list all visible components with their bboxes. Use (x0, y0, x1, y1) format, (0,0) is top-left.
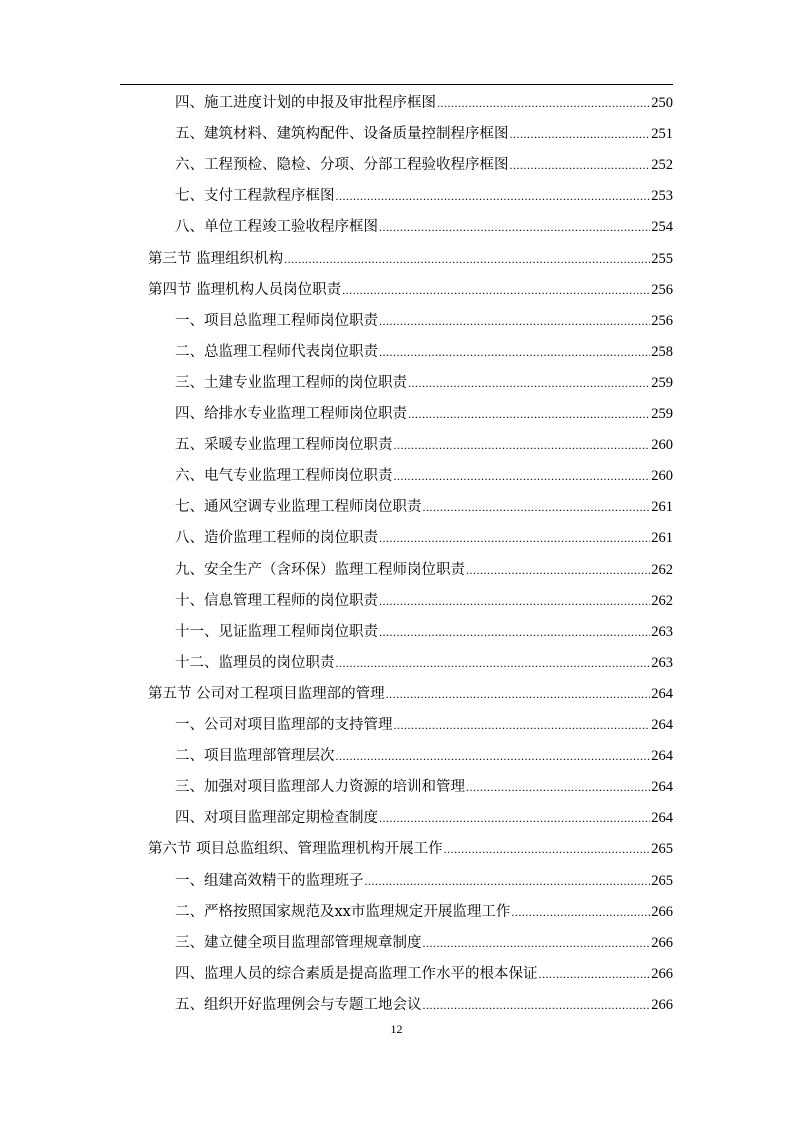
toc-dot-leader (408, 403, 650, 425)
toc-dot-leader (284, 248, 650, 270)
toc-entry-title: 第四节 监理机构人员岗位职责 (148, 281, 342, 298)
page-number: 12 (390, 1022, 403, 1036)
toc-subsection-entry[interactable] (175, 527, 673, 549)
toc-entry-title: 二、总监理工程师代表岗位职责 (175, 343, 378, 360)
toc-entry-page: 265 (651, 872, 673, 889)
toc-subsection-entry[interactable] (175, 590, 673, 612)
toc-entry-title: 五、采暖专业监理工程师岗位职责 (175, 437, 393, 454)
toc-subsection-entry[interactable] (175, 621, 673, 643)
toc-subsection-entry[interactable] (175, 807, 673, 829)
toc-dot-leader (379, 527, 650, 549)
toc-dot-leader (365, 870, 651, 892)
toc-entry-page: 265 (651, 841, 673, 858)
toc-subsection-entry[interactable] (175, 994, 673, 1016)
toc-subsection-entry[interactable] (175, 714, 673, 736)
toc-dot-leader (510, 154, 651, 176)
toc-entry-page: 264 (651, 779, 673, 796)
toc-entry-title: 五、组织开好监理例会与专题工地会议 (175, 996, 422, 1013)
toc-entry-page: 260 (651, 468, 673, 485)
toc-entry-title: 三、加强对项目监理部人力资源的培训和管理 (175, 779, 465, 796)
toc-entry-title: 第三节 监理组织机构 (148, 250, 284, 267)
toc-entry-page: 264 (651, 685, 673, 702)
toc-dot-leader (394, 465, 651, 487)
toc-entry-page: 259 (651, 374, 673, 391)
toc-entry-title: 八、单位工程竣工验收程序框图 (175, 219, 378, 236)
toc-entry-title: 六、工程预检、隐检、分项、分部工程验收程序框图 (175, 157, 509, 174)
toc-entry-page: 266 (651, 965, 673, 982)
toc-entry-page: 259 (651, 406, 673, 422)
toc-subsection-entry[interactable] (175, 434, 673, 456)
toc-subsection-entry[interactable] (175, 154, 673, 176)
toc-entry-title: 第五节 公司对工程项目监理部的管理 (148, 685, 385, 702)
toc-subsection-entry[interactable] (175, 123, 673, 145)
toc-entry-title: 三、建立健全项目监理部管理规章制度 (175, 934, 422, 951)
toc-subsection-entry[interactable] (175, 185, 673, 207)
toc-entry-title: 五、建筑材料、建筑构配件、设备质量控制程序框图 (175, 126, 509, 143)
toc-entry-title: 一、项目总监理工程师岗位职责 (175, 312, 378, 329)
toc-section-entry[interactable] (148, 279, 673, 301)
toc-dot-leader (336, 185, 651, 207)
toc-subsection-entry[interactable] (175, 403, 673, 425)
toc-entry-title: 四、对项目监理部定期检查制度 (175, 810, 378, 827)
toc-dot-leader (408, 372, 650, 394)
toc-entry-page: 260 (651, 437, 673, 454)
toc-entry-title: 四、施工进度计划的申报及审批程序框图 (175, 95, 436, 111)
toc-dot-leader (386, 683, 651, 705)
toc-entry-title: 七、通风空调专业监理工程师岗位职责 (175, 499, 422, 516)
toc-subsection-entry[interactable] (175, 559, 673, 581)
toc-entry-page: 266 (651, 903, 673, 920)
toc-entry-page: 261 (651, 499, 673, 516)
toc-dot-leader (423, 496, 651, 518)
toc-subsection-entry[interactable] (175, 216, 673, 238)
toc-entry-page: 264 (651, 748, 673, 765)
toc-dot-leader (379, 590, 650, 612)
toc-dot-leader (423, 932, 651, 954)
toc-entry-page: 262 (651, 561, 673, 578)
toc-dot-leader (379, 216, 650, 238)
toc-entry-page: 263 (651, 654, 673, 671)
toc-subsection-entry[interactable] (175, 341, 673, 363)
toc-subsection-entry[interactable] (175, 901, 673, 923)
toc-dot-leader (423, 994, 651, 1016)
toc-entry-page: 264 (651, 810, 673, 827)
toc-entry-page: 254 (651, 219, 673, 236)
toc-entry-title: 七、支付工程款程序框图 (175, 188, 335, 205)
toc-entry-page: 250 (651, 95, 673, 111)
toc-subsection-entry[interactable] (175, 932, 673, 954)
toc-entry-title: 十、信息管理工程师的岗位职责 (175, 592, 378, 609)
toc-entry-title: 十一、见证监理工程师岗位职责 (175, 623, 378, 640)
toc-entry-title: 二、严格按照国家规范及xx市监理规定开展监理工作 (175, 903, 511, 920)
toc-subsection-entry[interactable] (175, 963, 673, 985)
toc-subsection-entry[interactable] (175, 496, 673, 518)
toc-entry-title: 八、造价监理工程师的岗位职责 (175, 530, 378, 547)
toc-dot-leader (466, 559, 650, 581)
toc-entry-title: 四、监理人员的综合素质是提高监理工作水平的根本保证 (175, 965, 538, 982)
toc-dot-leader (394, 434, 651, 456)
toc-entry-title: 六、电气专业监理工程师岗位职责 (175, 468, 393, 485)
toc-entry-page: 264 (651, 717, 673, 733)
toc-dot-leader (437, 92, 650, 114)
toc-section-entry[interactable] (148, 838, 673, 860)
toc-entry-page: 258 (651, 343, 673, 360)
toc-subsection-entry[interactable] (175, 745, 673, 767)
toc-entry-page: 263 (651, 623, 673, 640)
toc-entry-title: 第六节 项目总监组织、管理监理机构开展工作 (148, 841, 443, 858)
toc-entry-page: 256 (651, 281, 673, 298)
toc-dot-leader (336, 652, 651, 674)
toc-entry-title: 十二、监理员的岗位职责 (175, 654, 335, 671)
toc-entry-title: 二、项目监理部管理层次 (175, 748, 335, 765)
toc-dot-leader (394, 714, 651, 736)
toc-dot-leader (466, 776, 650, 798)
toc-dot-leader (379, 310, 650, 332)
toc-dot-leader (510, 123, 651, 145)
toc-subsection-entry[interactable] (175, 92, 673, 114)
toc-entry-page: 261 (651, 530, 673, 547)
toc-dot-leader (379, 621, 650, 643)
toc-entry-title: 四、给排水专业监理工程师岗位职责 (175, 406, 407, 422)
toc-entry-page: 255 (651, 250, 673, 267)
toc-dot-leader (379, 807, 650, 829)
toc-subsection-entry[interactable] (175, 465, 673, 487)
toc-subsection-entry[interactable] (175, 372, 673, 394)
toc-subsection-entry[interactable] (175, 310, 673, 332)
toc-entry-page: 266 (651, 996, 673, 1013)
toc-dot-leader (511, 901, 650, 923)
toc-entry-page: 252 (651, 157, 673, 174)
toc-dot-leader (342, 279, 650, 301)
toc-dot-leader (336, 745, 651, 767)
toc-section-entry[interactable] (148, 683, 673, 705)
toc-entry-page: 253 (651, 188, 673, 205)
toc-subsection-entry[interactable] (175, 652, 673, 674)
toc-section-entry[interactable] (148, 248, 673, 270)
toc-entry-title: 一、公司对项目监理部的支持管理 (175, 717, 393, 733)
header-rule (120, 84, 673, 85)
toc-entry-page: 256 (651, 312, 673, 329)
toc-dot-leader (539, 963, 651, 985)
toc-entry-page: 266 (651, 934, 673, 951)
toc-dot-leader (444, 838, 651, 860)
toc-entry-title: 三、土建专业监理工程师的岗位职责 (175, 374, 407, 391)
toc-subsection-entry[interactable] (175, 870, 673, 892)
toc-subsection-entry[interactable] (175, 776, 673, 798)
toc-entry-title: 一、组建高效精干的监理班子 (175, 872, 364, 889)
toc-entry-page: 251 (651, 126, 673, 143)
toc-entry-title: 九、安全生产（含环保）监理工程师岗位职责 (175, 561, 465, 578)
toc-dot-leader (379, 341, 650, 363)
toc-entry-page: 262 (651, 592, 673, 609)
